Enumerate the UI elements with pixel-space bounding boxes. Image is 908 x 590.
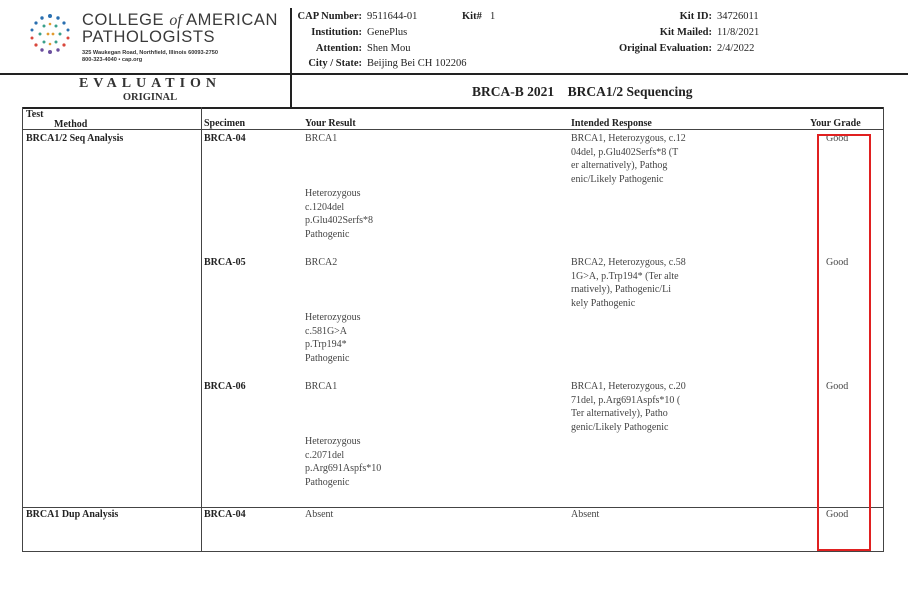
intended-line: Ter alternatively), Patho [571,408,668,420]
column-header-specimen: Specimen [204,118,246,129]
row-specimen: BRCA-05 [204,257,246,268]
program-name: BRCA-B 2021 [472,84,555,99]
logo-address: 325 Waukegan Road, Northfield, Illinois 60093-2750 [82,50,218,56]
kit-mailed-label: Kit Mailed: [659,27,712,38]
intended-line: BRCA1, Heterozygous, c.12 [571,133,686,144]
result-cdna: c.581G>A [305,325,348,337]
cap-logo-icon [28,12,72,56]
header-divider-horizontal [0,73,908,75]
result-zygosity: Heterozygous [305,312,361,323]
city-state-label: City / State: [308,58,362,69]
logo-wordmark [82,12,278,46]
row-intended [571,256,686,310]
table-top-border [22,107,884,109]
row-intended [571,132,686,186]
logo-line1-b: AMERICAN [181,11,278,29]
kit-mailed-value: 11/8/2021 [717,27,760,38]
row-test-method: BRCA1 Dup Analysis [26,509,119,520]
table-bottom-border [22,551,884,552]
attention-value: Shen Mou [367,43,411,54]
intended-line: BRCA1, Heterozygous, c.20 [571,381,686,392]
institution-value: GenePlus [367,27,408,38]
column-header-grade: Your Grade [810,118,861,129]
table-section-divider [22,507,884,508]
result-protein: p.Trp194* [305,339,347,351]
logo-address-block [82,50,218,64]
table-right-border [883,107,884,552]
row-result-gene: BRCA2 [305,257,338,268]
intended-line: enic/Likely Pathogenic [571,173,664,185]
row-test-method: BRCA1/2 Seq Analysis [26,133,124,144]
row-result-gene: BRCA1 [305,133,338,144]
institution-label: Institution: [311,27,362,38]
row-result-detail [305,311,361,365]
intended-line: BRCA2, Heterozygous, c.58 [571,257,686,268]
program-title [472,84,693,100]
intended-line: rnatively), Pathogenic/Li [571,284,671,296]
cap-number-value: 9511644-01 [367,11,418,22]
result-classification: Pathogenic [305,228,350,240]
row-result-detail [305,187,373,241]
column-header-intended: Intended Response [571,118,652,129]
row-intended [571,380,686,434]
result-cdna: c.2071del [305,449,345,461]
result-classification: Pathogenic [305,476,350,488]
result-protein: p.Glu402Serfs*8 [305,215,374,227]
original-evaluation-label: Original Evaluation: [618,43,712,54]
row-grade: Good [826,381,849,392]
logo-line1-a: COLLEGE [82,11,170,29]
kit-number-value: 1 [490,11,496,22]
result-zygosity: Heterozygous [305,188,361,199]
cap-number-label: CAP Number: [297,11,362,22]
table-column-divider [201,107,202,552]
logo-contact: 800-323-4040 • cap.org [82,57,143,63]
city-state-value: Beijing Bei CH 102206 [367,58,467,69]
attention-label: Attention: [315,43,362,54]
logo-line2: PATHOLOGISTS [82,28,216,46]
result-cdna: c.1204del [305,201,345,213]
evaluation-subtitle: ORIGINAL [122,92,178,103]
program-subject: BRCA1/2 Sequencing [567,84,693,99]
kit-id-label: Kit ID: [679,11,712,22]
row-result-detail [305,435,381,489]
result-classification: Pathogenic [305,352,350,364]
kit-number-label: Kit# [462,11,482,22]
row-specimen: BRCA-04 [204,133,246,144]
result-zygosity: Heterozygous [305,436,361,447]
row-result-gene: BRCA1 [305,381,338,392]
intended-line: 04del, p.Glu402Serfs*8 (T [571,146,679,158]
table-left-border [22,107,23,552]
grade-highlight-box [817,134,871,551]
intended-line: 1G>A, p.Trp194* (Ter alte [571,270,679,282]
column-header-method: Method [54,119,88,130]
table-header-divider [22,129,884,130]
intended-line: kely Pathogenic [571,297,636,309]
row-grade: Good [826,509,849,520]
row-grade: Good [826,257,849,268]
column-header-test: Test [26,109,44,120]
row-grade: Good [826,133,849,144]
intended-line: genic/Likely Pathogenic [571,421,669,433]
row-result-gene: Absent [305,509,334,520]
kit-id-value: 34726011 [717,11,759,22]
intended-line: 71del, p.Arg691Aspfs*10 ( [571,394,681,406]
evaluation-title: EVALUATION [78,76,222,91]
result-protein: p.Arg691Aspfs*10 [305,463,382,475]
logo-line1-of: of [169,12,182,29]
row-intended: Absent [571,509,600,520]
row-specimen: BRCA-06 [204,381,246,392]
header-divider-vertical [290,8,292,108]
column-header-result: Your Result [305,118,356,129]
row-specimen: BRCA-04 [204,509,246,520]
intended-line: er alternatively), Pathog [571,160,668,172]
original-evaluation-value: 2/4/2022 [717,43,755,54]
